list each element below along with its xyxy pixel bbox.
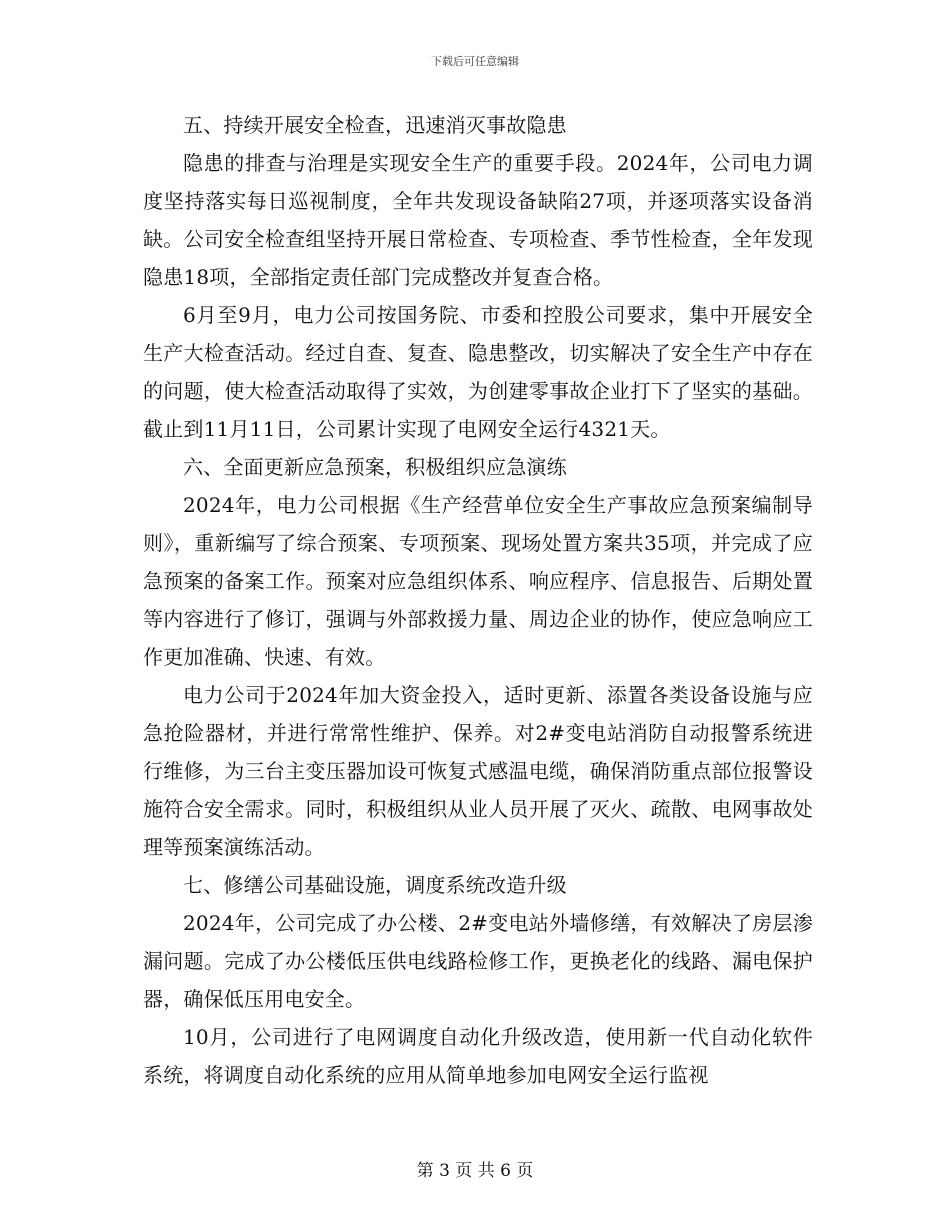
- paragraph: 2024年，公司完成了办公楼、2#变电站外墙修缮，有效解决了房层渗漏问题。完成了办公楼低压供电线路检修工作，更换老化的线路、漏电保护器，确保低压用电安全。: [143, 911, 813, 1011]
- document-body: [143, 106, 813, 1094]
- section-heading-7: 七、修缮公司基础设施，调度系统改造升级: [183, 873, 567, 897]
- paragraph: 隐患的排查与治理是实现安全生产的重要手段。2024年，公司电力调度坚持落实每日巡视制度，全年共发现设备缺陷27项，并逐项落实设备消缺。公司安全检查组坚持开展日常检查、专项检查、季节性检查，全年发现隐患18项，全部指定责任部门完成整改并复查合格。: [143, 151, 813, 289]
- paragraph: 10月，公司进行了电网调度自动化升级改造，使用新一代自动化软件系统，将调度自动化系统的应用从简单地参加电网安全运行监视: [143, 1025, 813, 1087]
- page-header: 下载后可任意编辑: [431, 55, 519, 68]
- paragraph: 电力公司于2024年加大资金投入，适时更新、添置各类设备设施与应急抢险器材，并进行常常性维护、保养。对2#变电站消防自动报警系统进行维修，为三台主变压器加设可恢复式感温电缆，确保消防重点部位报警设施符合安全需求。同时，积极组织从业人员开展了灭火、疏散、电网事故处理等预案演练活动。: [143, 683, 813, 859]
- paragraph: 2024年，电力公司根据《生产经营单位安全生产事故应急预案编制导则》，重新编写了综合预案、专项预案、现场处置方案共35项，并完成了应急预案的备案工作。预案对应急组织体系、响应程序、信息报告、后期处置等内容进行了修订，强调与外部救援力量、周边企业的协作，使应急响应工作更加准确、快速、有效。: [143, 493, 813, 669]
- section-heading-5: 五、持续开展安全检查，迅速消灭事故隐患: [183, 113, 567, 137]
- page-number: 第 3 页 共 6 页: [416, 1161, 534, 1181]
- section-heading-6: 六、全面更新应急预案，积极组织应急演练: [183, 455, 567, 479]
- paragraph: 6月至9月，电力公司按国务院、市委和控股公司要求，集中开展安全生产大检查活动。经过自查、复查、隐患整改，切实解决了安全生产中存在的问题，使大检查活动取得了实效，为创建零事故企业打下了坚实的基础。截止到11月11日，公司累计实现了电网安全运行4321天。: [143, 303, 813, 441]
